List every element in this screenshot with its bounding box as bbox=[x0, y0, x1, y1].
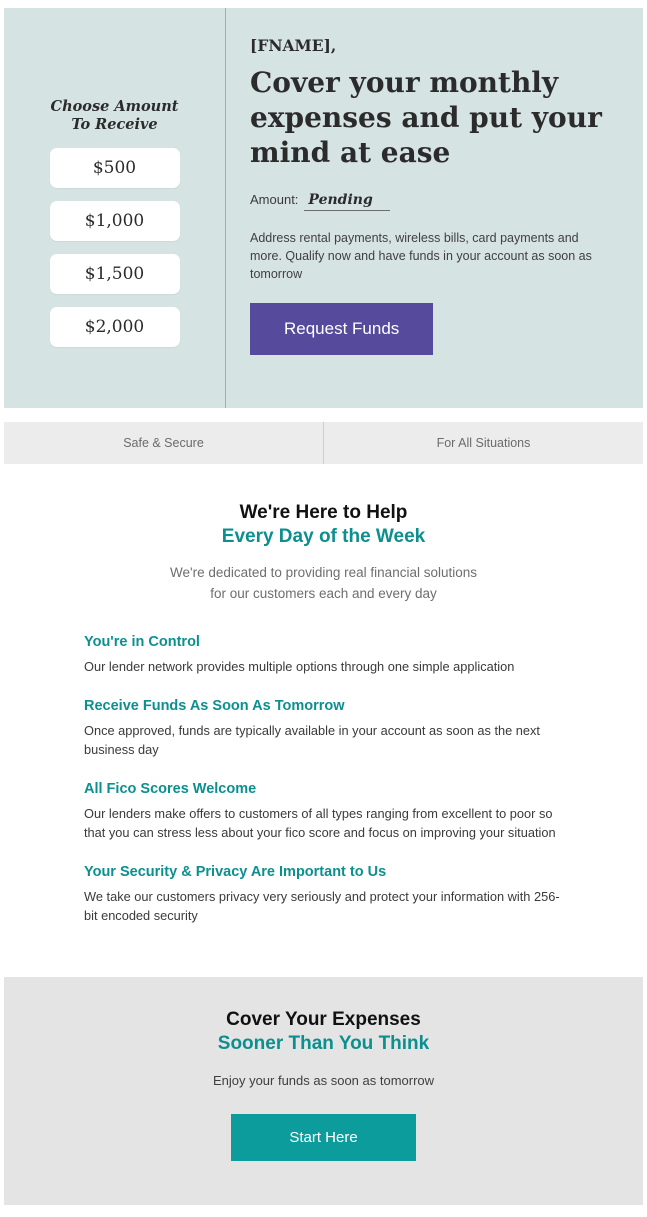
hero-section bbox=[4, 8, 643, 408]
amount-selector-panel bbox=[4, 8, 226, 408]
feature-item bbox=[0, 864, 647, 925]
feature-text-security-privacy: We take our customers privacy very seriously and protect your information with 256-bit encoded security bbox=[84, 889, 560, 923]
feature-text-fico-scores: Our lenders make offers to customers of all types ranging from excellent to poor so that you can stress less about your fico score and focus on improving your situation bbox=[84, 806, 556, 840]
hero-headline: Cover your monthly expenses and put your mind at ease bbox=[250, 66, 602, 169]
help-title-line1: We're Here to Help bbox=[239, 502, 408, 523]
email-page bbox=[0, 8, 647, 1217]
amount-field-value: Pending bbox=[304, 192, 390, 211]
choose-amount-label-line1: Choose Amount bbox=[50, 98, 179, 115]
feature-title-security-privacy: Your Security & Privacy Are Important to Us bbox=[84, 864, 387, 880]
feature-item bbox=[0, 781, 647, 842]
amount-option-1500[interactable]: $1,500 bbox=[50, 254, 180, 294]
help-title-line2: Every Day of the Week bbox=[221, 526, 426, 547]
feature-text-control: Our lender network provides multiple options through one simple application bbox=[84, 659, 515, 674]
amount-option-500[interactable]: $500 bbox=[50, 148, 180, 188]
greeting-text: [FNAME], bbox=[250, 36, 337, 55]
trust-badge-bar bbox=[4, 422, 643, 464]
footer-cta-section bbox=[4, 977, 643, 1205]
help-subtitle-line2: for our customers each and every day bbox=[210, 586, 437, 601]
amount-field-label: Amount: bbox=[250, 192, 299, 207]
amount-option-1000[interactable]: $1,000 bbox=[50, 201, 180, 241]
footer-title-line2: Sooner Than You Think bbox=[217, 1033, 430, 1054]
badge-all-situations: For All Situations bbox=[323, 422, 643, 464]
choose-amount-label bbox=[22, 98, 207, 134]
footer-button-wrapper bbox=[4, 1114, 643, 1161]
feature-title-control: You're in Control bbox=[84, 634, 200, 650]
hero-body-text: Address rental payments, wireless bills, card payments and more. Qualify now and have funds in your account as soon as tomorrow bbox=[250, 231, 592, 281]
help-subtitle-line1: We're dedicated to providing real financial solutions bbox=[169, 565, 477, 580]
footer-subtitle: Enjoy your funds as soon as tomorrow bbox=[212, 1073, 435, 1088]
amount-option-2000[interactable]: $2,000 bbox=[50, 307, 180, 347]
footer-title-line1: Cover Your Expenses bbox=[226, 1009, 421, 1030]
badge-safe-secure: Safe & Secure bbox=[123, 436, 204, 450]
feature-title-fico-scores: All Fico Scores Welcome bbox=[84, 781, 257, 797]
feature-item bbox=[0, 634, 647, 676]
amount-status-row bbox=[250, 192, 617, 211]
hero-content-panel bbox=[226, 8, 643, 408]
start-here-button[interactable]: Start Here bbox=[231, 1114, 415, 1161]
help-section bbox=[0, 464, 647, 977]
choose-amount-label-line2: To Receive bbox=[71, 116, 158, 133]
feature-title-funds-tomorrow: Receive Funds As Soon As Tomorrow bbox=[84, 698, 345, 714]
feature-item bbox=[0, 698, 647, 759]
feature-text-funds-tomorrow: Once approved, funds are typically available in your account as soon as the next business day bbox=[84, 723, 540, 757]
request-funds-button[interactable]: Request Funds bbox=[250, 303, 433, 355]
bottom-spacer bbox=[0, 1205, 647, 1217]
help-subtitle bbox=[0, 562, 647, 604]
